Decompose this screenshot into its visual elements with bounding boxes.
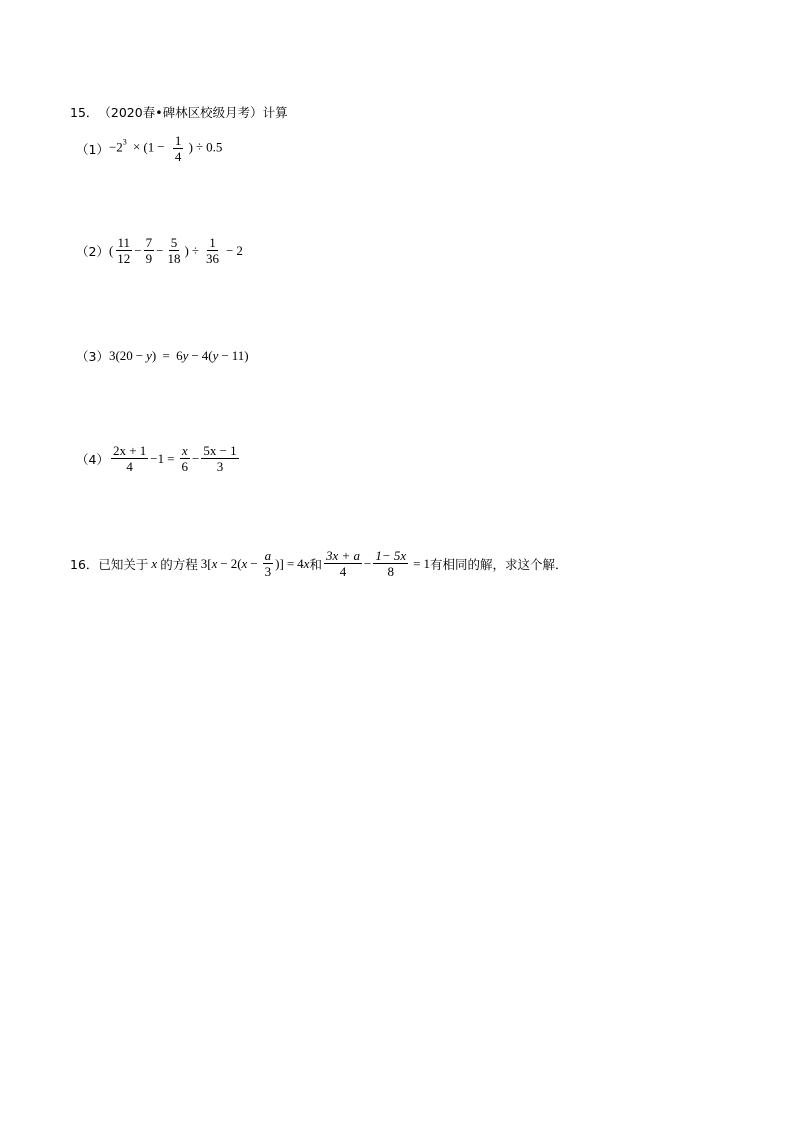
question-number: 16． (70, 556, 99, 572)
expr-part: 3(20 (108, 348, 133, 363)
denominator: 4 (174, 149, 182, 164)
problem-2 (76, 236, 243, 265)
divide-sign: ÷ (191, 242, 199, 258)
expr-part: 1 (423, 555, 430, 571)
variable-x: x (303, 555, 310, 571)
denominator: 8 (387, 564, 394, 579)
denominator: 9 (145, 251, 153, 266)
denominator: 4 (126, 459, 133, 474)
minus-sign: − (220, 555, 228, 571)
expr-part: ) (188, 139, 193, 155)
numerator: 3x + a (325, 548, 361, 563)
question-text: 的方程 (160, 556, 198, 572)
fraction (204, 236, 221, 265)
numerator: 1− 5x (375, 548, 407, 563)
expr-part: 3[ (200, 555, 212, 571)
expr-part: 2 (236, 242, 243, 258)
problem-1 (76, 134, 222, 163)
question-16 (70, 549, 568, 578)
minus-sign: − (134, 242, 142, 258)
expr-part: 11) (231, 348, 249, 363)
minus-sign: − (150, 450, 158, 466)
denominator: 4 (339, 564, 347, 579)
minus-sign: − (250, 555, 258, 571)
equals-sign: = (413, 555, 421, 571)
denominator: 3 (264, 564, 272, 579)
numerator: 11 (117, 235, 131, 250)
variable-y: y (146, 348, 152, 363)
fraction (201, 444, 238, 473)
equation-2 (322, 549, 430, 578)
expr-part: ) (184, 242, 189, 258)
math-expression (109, 444, 241, 473)
question-source: （2020春•碑林区校级月考） (98, 105, 263, 120)
minus-sign: − (221, 348, 229, 363)
problem-3 (76, 347, 249, 365)
numerator: x (181, 443, 188, 458)
expr-part: )] (275, 555, 284, 571)
question-instruction: 计算 (262, 105, 288, 120)
variable-x: x (241, 555, 248, 571)
expr-part: (1 (143, 139, 155, 155)
variable-x: x (211, 555, 218, 571)
fraction (111, 444, 148, 473)
expr-part: 6 (176, 348, 183, 363)
variable-y: y (182, 348, 189, 363)
problem-4 (76, 444, 241, 473)
minus-sign: − (191, 450, 200, 466)
variable-x: x (151, 555, 158, 571)
equation-1 (201, 549, 310, 578)
numerator: 5 (170, 235, 178, 250)
denominator: 18 (167, 251, 181, 266)
fraction (165, 236, 182, 265)
minus-sign: − (135, 348, 144, 363)
denominator: 3 (216, 459, 224, 474)
math-expression (109, 236, 243, 265)
minus-sign: − (156, 242, 164, 258)
fraction (144, 236, 155, 265)
minus-sign: − (191, 348, 199, 363)
numerator: 5x − 1 (203, 443, 237, 458)
numerator: 1 (174, 133, 182, 148)
problem-label: （2） (76, 243, 109, 259)
fraction (263, 549, 274, 578)
expr-part: 2( (230, 555, 242, 571)
equals-sign: = (167, 450, 175, 466)
math-expression (109, 348, 249, 364)
divide-sign: ÷ (195, 139, 204, 155)
expr-part: ) (151, 348, 157, 363)
expr-part: 1 (157, 450, 165, 466)
expr-part: ( (108, 242, 114, 258)
expr-part: 4 (297, 555, 304, 571)
problem-label: （1） (76, 141, 109, 157)
times-sign: × (133, 139, 141, 155)
denominator: 36 (205, 251, 219, 266)
numerator: 7 (145, 235, 153, 250)
fraction (324, 549, 362, 578)
base: 2 (116, 139, 123, 155)
minus-sign: − (364, 555, 372, 571)
minus-sign: − (108, 139, 117, 155)
expr-part: 4( (201, 348, 213, 363)
question-number: 15． (70, 105, 99, 120)
question-15-heading (70, 103, 288, 121)
fraction (179, 444, 190, 473)
minus-sign: − (157, 139, 165, 155)
exponent: 3 (122, 137, 127, 147)
fraction (115, 236, 132, 265)
fraction (373, 549, 408, 578)
fraction (173, 134, 184, 163)
equals-sign: = (162, 348, 170, 363)
equals-sign: = (286, 555, 295, 571)
denominator: 6 (181, 459, 188, 474)
variable-y: y (212, 348, 219, 363)
problem-label: （3） (76, 349, 109, 364)
numerator: 2x + 1 (112, 443, 147, 458)
numerator: a (264, 548, 272, 563)
question-text: 有相同的解，求这个解． (430, 556, 568, 572)
denominator: 12 (117, 251, 131, 266)
expr-part: 0.5 (206, 139, 223, 155)
problem-label: （4） (76, 451, 109, 467)
question-text: 已知关于 (98, 556, 149, 572)
question-text: 和 (309, 556, 322, 572)
minus-sign: − (225, 242, 234, 258)
numerator: 1 (209, 235, 216, 250)
math-expression (109, 134, 222, 163)
